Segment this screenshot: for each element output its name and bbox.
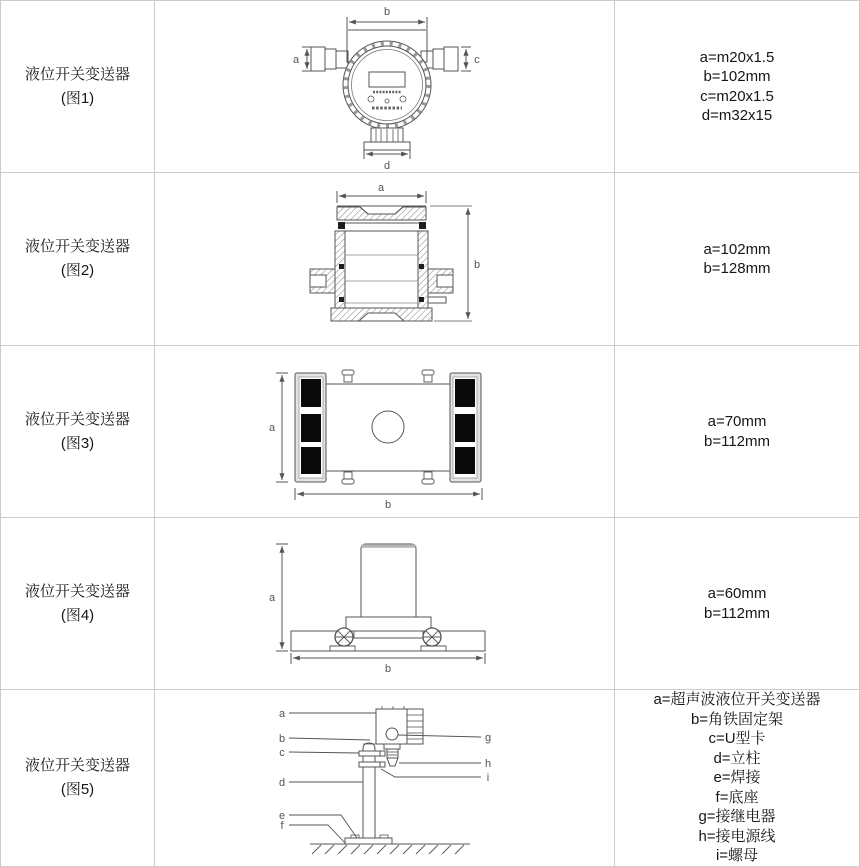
spec-line: g=接继电器 [698,808,776,826]
fig1-transmitter-front-view [155,1,614,172]
fig2-dim-label-b: b [473,259,481,271]
spec-line: b=112mm [703,432,770,450]
spec-line: a=60mm [707,585,767,602]
figure-number: (图4) [60,606,95,624]
fig3-dim-label-b: b [384,499,392,511]
row3-specs-cell [615,346,859,518]
spec-line: b=112mm [703,604,770,622]
fig5-label-f: f [280,820,284,832]
fig5-label-e: e [278,810,286,822]
figure-number: (图3) [60,434,95,452]
fig1-dim-label-c: c [474,54,480,66]
spec-line: e=焊接 [713,769,761,787]
fig5-label-b: b [278,733,286,745]
spec-line: a=70mm [707,413,767,430]
fig2-dim-label-a: a [377,182,385,194]
figure-number: (图1) [60,89,95,107]
figure-number: (图2) [60,262,95,279]
row4-drawing-cell [155,518,615,690]
spec-line: c=m20x1.5 [700,87,774,105]
row1-drawing-cell [155,1,615,173]
row5-product-name-cell [1,690,155,866]
spec-line: d=立柱 [713,749,761,767]
fig1-dim-label-a: a [292,54,300,66]
row2-product-name-cell [1,173,155,346]
fig3-dim-label-a: a [268,422,276,434]
spec-line: a=102mm [703,240,771,258]
spec-line: a=m20x1.5 [699,48,775,66]
row1-product-name-cell [1,1,155,173]
product-title: 液位开关变送器 [24,757,130,774]
spec-line: d=m32x15 [701,107,773,124]
fig5-installation-diagram [155,690,614,866]
fig5-label-g: g [484,732,492,744]
fig5-label-h: h [484,758,492,770]
fig1-dim-label-d: d [383,160,391,172]
row1-specs-cell [615,1,859,173]
row5-drawing-cell [155,690,615,866]
fig5-label-c: c [279,747,285,759]
fig4-transmitter-base-view [155,518,614,689]
spec-line: b=102mm [703,68,771,85]
row2-drawing-cell [155,173,615,346]
fig2-transmitter-section-view [155,173,614,345]
fig5-label-a: a [278,708,286,720]
fig1-dim-label-b: b [383,6,391,18]
spec-line: f=底座 [715,788,759,806]
row5-specs-cell [615,690,859,866]
product-title: 液位开关变送器 [24,410,130,428]
row3-product-name-cell [1,346,155,518]
figure-number: (图5) [60,781,95,798]
row4-specs-cell [615,518,859,690]
spec-line: h=接电源线 [698,827,776,845]
product-title: 液位开关变送器 [24,582,130,600]
fig3-transmitter-panel-view [155,346,614,517]
row3-drawing-cell [155,346,615,518]
spec-line: i=螺母 [715,847,759,865]
product-title: 液位开关变送器 [24,65,130,83]
spec-line: c=U型卡 [708,730,766,748]
spec-line: b=角铁固定架 [690,710,784,728]
fig5-label-d: d [278,777,286,789]
row4-product-name-cell [1,518,155,690]
fig5-label-i: i [486,772,490,784]
fig4-dim-label-b: b [384,663,392,675]
fig4-dim-label-a: a [268,592,276,604]
spec-line: a=超声波液位开关变送器 [653,691,821,709]
row2-specs-cell [615,173,859,346]
product-title: 液位开关变送器 [24,238,130,255]
spec-line: b=128mm [703,260,771,277]
